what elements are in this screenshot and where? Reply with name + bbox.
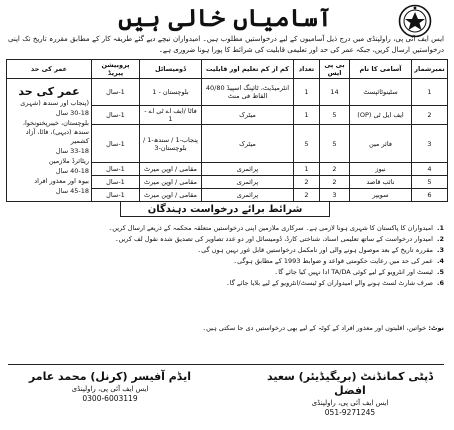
col-header: ڈومیسائل xyxy=(140,60,202,79)
conditions-title: شرائط برائے درخواست دہندگان xyxy=(120,201,330,217)
cell-count: 1 xyxy=(294,106,320,125)
cell-domicile: بلوچستان - 1 xyxy=(140,79,202,106)
cell-sn: 6 xyxy=(412,189,448,202)
table-row xyxy=(7,79,448,106)
intro-paragraph: ایس ایف آئی پی، راولپنڈی میں درج ذیل آسامیوں کے لیے درخواستیں مطلوب ہیں۔ امیدواران نیچے دیے گئے طریقہ کار کے مطابق مقررہ تاریخ تک اپنی درخواستیں ارسال کریں، جبکہ عمر کی حد اور تعلیمی قابلیت کی شرائط کا پورا ہونا ضروری ہے۔ xyxy=(8,35,444,54)
cell-sn: 1 xyxy=(412,79,448,106)
col-header: آسامی کا نام xyxy=(350,60,412,79)
signatory-name: ڈپٹی کمانڈنٹ (بریگیڈیئر) سعید افضل xyxy=(266,370,434,397)
cell-post: نیوز xyxy=(350,163,412,176)
cell-domicile: فاٹا /ایف اے ٹی اے - 1 xyxy=(140,106,202,125)
col-header: پروبیشن پیریڈ xyxy=(92,60,140,79)
cell-sn: 2 xyxy=(412,106,448,125)
col-header: کم از کم تعلیم اور قابلیت xyxy=(202,60,294,79)
table-header-row xyxy=(7,60,448,79)
cell-probation: 1-سال xyxy=(92,125,140,163)
cell-post: سویپر xyxy=(350,189,412,202)
divider xyxy=(8,364,444,365)
age-limit-line: بیوہ اور معذور افراد xyxy=(34,176,89,185)
cell-bps: 3 xyxy=(320,189,350,202)
col-header: تعداد xyxy=(294,60,320,79)
cell-education: میٹرک xyxy=(202,125,294,163)
cell-domicile: مقامی / اوپن میرٹ xyxy=(140,176,202,189)
signatory-org: ایس ایف آئی پی، راولپنڈی xyxy=(71,385,149,393)
cell-count: 1 xyxy=(294,163,320,176)
condition-item: 5.ٹیسٹ اور انٹرویو کے لیے کوئی TA/DA ادا نہیں کیا جائے گا۔ xyxy=(274,268,444,276)
signatory-name: ایڈم آفیسر (کرنل) محمد عامر xyxy=(28,370,192,383)
cell-probation: 1-سال xyxy=(92,189,140,202)
cell-education: انٹرمیڈیٹ، ٹائپنگ اسپیڈ 40/80 الفاظ فی منٹ xyxy=(202,79,294,106)
condition-item: 1.امیدواران کا پاکستان کا شہری ہونا لازمی ہے۔ سرکاری ملازمین اپنی درخواستیں متعلقہ محکمہ کے ذریعے ارسال کریں۔ xyxy=(108,224,444,232)
cell-education: پرائمری xyxy=(202,163,294,176)
cell-domicile: مقامی / اوپن میرٹ xyxy=(140,163,202,176)
col-header: بی پی ایس xyxy=(320,60,350,79)
cell-probation: 1-سال xyxy=(92,176,140,189)
cell-probation: 1-سال xyxy=(92,106,140,125)
signatory-phone: 0300-6003119 xyxy=(82,394,138,403)
cell-bps: 5 xyxy=(320,106,350,125)
signatory-org: ایس ایف آئی پی، راولپنڈی xyxy=(311,399,389,407)
cell-count: 2 xyxy=(294,189,320,202)
cell-bps: 5 xyxy=(320,125,350,163)
cell-education: میٹرک xyxy=(202,106,294,125)
age-limit-line: 30-18 سال xyxy=(55,108,89,117)
condition-item: 6.صرف شارٹ لسٹ ہونے والے امیدواران کو ٹیسٹ/انٹرویو کے لیے بلایا جائے گا۔ xyxy=(225,279,444,287)
col-header: نمبرشمار xyxy=(412,60,448,79)
age-limit-cell xyxy=(7,79,92,202)
signatory-phone: 051-9271245 xyxy=(324,408,376,417)
age-limit-line: بلوچستان، خیبرپختونخوا، سندھ (دیہی)، فاٹا، آزاد کشمیر xyxy=(22,118,89,145)
crest-emblem-icon xyxy=(398,4,432,38)
cell-bps: 2 xyxy=(320,163,350,176)
condition-item: 2.امیدوار درخواست کے ساتھ تعلیمی اسناد، شناختی کارڈ، ڈومیسائل اور دو عدد تصاویر کی تصدیق شدہ نقول لف کریں۔ xyxy=(114,235,444,243)
cell-bps: 2 xyxy=(320,176,350,189)
cell-count: 1 xyxy=(294,79,320,106)
page-title: آسامیاں خالی ہیں xyxy=(118,3,332,32)
cell-count: 5 xyxy=(294,125,320,163)
cell-sn: 3 xyxy=(412,125,448,163)
age-limit-sub: (پنجاب اور سندھ (شہری xyxy=(20,98,89,107)
cell-post: سٹینوٹائپسٹ xyxy=(350,79,412,106)
age-limit-line: 40-18 سال xyxy=(55,166,89,175)
condition-item: 3.مقررہ تاریخ کے بعد موصول ہونے والی اور نامکمل درخواستیں قابل غور نہیں ہوں گی۔ xyxy=(197,246,444,254)
cell-probation: 1-سال xyxy=(92,79,140,106)
cell-education: پرائمری xyxy=(202,189,294,202)
age-limit-line: 45-18 سال xyxy=(55,186,89,195)
cell-count: 2 xyxy=(294,176,320,189)
cell-domicile: مقامی / اوپن میرٹ xyxy=(140,189,202,202)
cell-post: فائر مین xyxy=(350,125,412,163)
cell-sn: 5 xyxy=(412,176,448,189)
vacancy-table xyxy=(6,59,448,202)
age-limit-line: 33-18 سال xyxy=(55,146,89,155)
conditions-list xyxy=(8,224,444,290)
cell-domicile: پنجاب-1 / سندھ-1 / بلوچستان-3 xyxy=(140,125,202,163)
cell-post: نائب قاصد xyxy=(350,176,412,189)
condition-item: 4.عمر کی حد میں رعایت حکومتی قواعد و ضوابط 1993 کے مطابق ہوگی۔ xyxy=(233,257,444,265)
col-header: عمر کی حد xyxy=(7,60,92,79)
note-text: نوٹ: خواتین، اقلیتوں اور معذور افراد کے کوٹہ کے لیے بھی درخواستیں دی جا سکتی ہیں۔ xyxy=(202,324,444,332)
cell-probation: 1-سال xyxy=(92,163,140,176)
age-limit-heading: عمر کی حد xyxy=(18,84,80,98)
signature-deputy-commandant xyxy=(250,370,450,418)
cell-post: ایف ایل ٹی (OP) xyxy=(350,106,412,125)
note-section xyxy=(8,324,444,336)
cell-education: پرائمری xyxy=(202,176,294,189)
cell-bps: 14 xyxy=(320,79,350,106)
signature-adm-officer xyxy=(10,370,210,404)
age-limit-line: ریٹائرڈ ملازمین xyxy=(48,156,89,165)
cell-sn: 4 xyxy=(412,163,448,176)
